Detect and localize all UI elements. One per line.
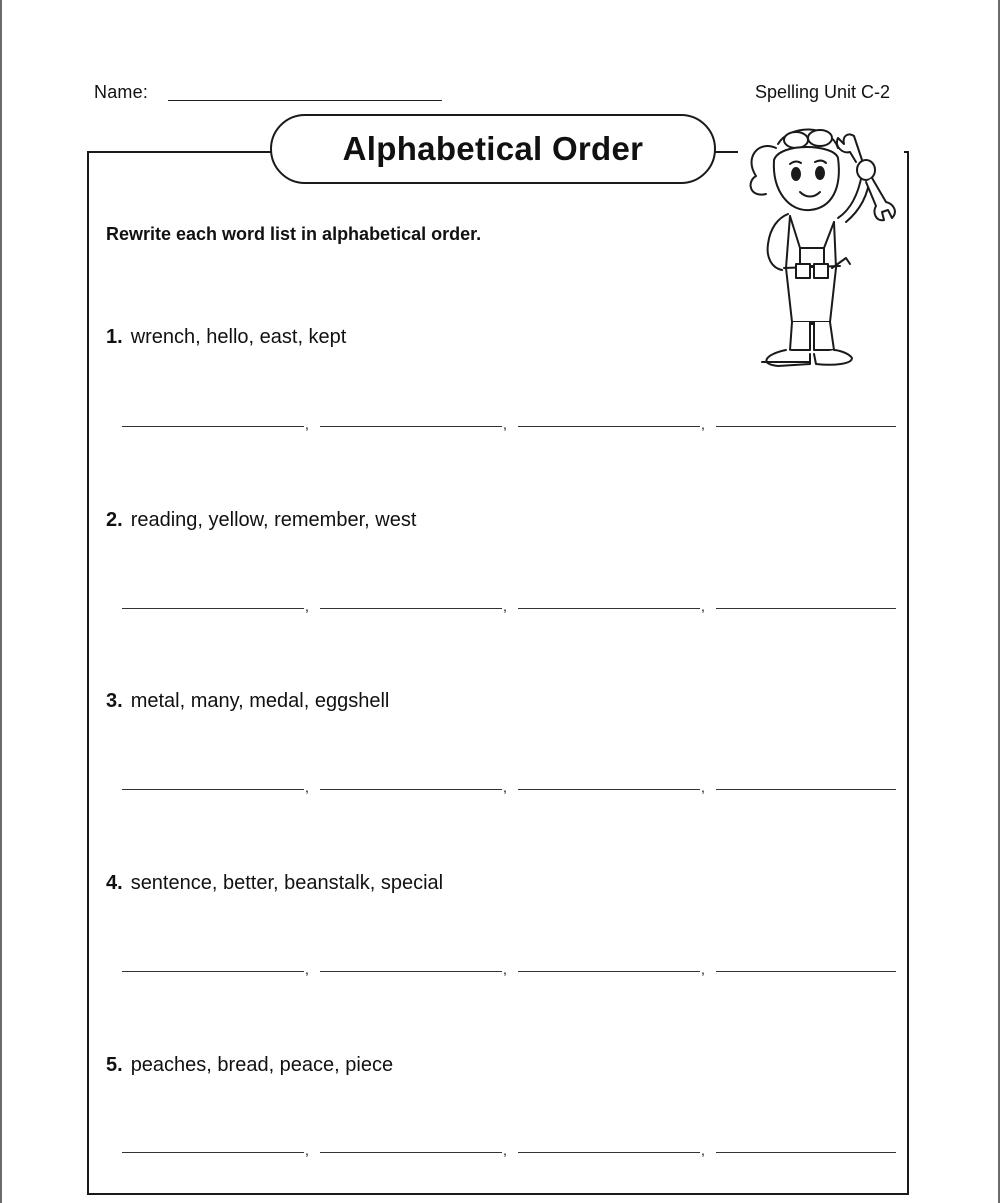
answer-row [122, 598, 896, 618]
answer-blank[interactable] [122, 961, 304, 972]
separator-comma: , [503, 598, 507, 614]
answer-blank[interactable] [716, 961, 896, 972]
answer-blank[interactable] [320, 779, 502, 790]
item-words: peaches, bread, peace, piece [130, 1054, 394, 1076]
answer-blank[interactable] [716, 779, 896, 790]
separator-comma: , [305, 1142, 309, 1158]
separator-comma: , [503, 416, 507, 432]
separator-comma: , [701, 1142, 705, 1158]
answer-row [122, 416, 896, 436]
answer-blank[interactable] [320, 961, 502, 972]
list-item [106, 690, 389, 713]
separator-comma: , [305, 598, 309, 614]
item-words: sentence, better, beanstalk, special [130, 872, 444, 894]
answer-blank[interactable] [122, 779, 304, 790]
item-words: metal, many, medal, eggshell [130, 690, 390, 712]
answer-blank[interactable] [716, 598, 896, 609]
answer-blank[interactable] [518, 779, 700, 790]
separator-comma: , [305, 779, 309, 795]
list-item [106, 509, 416, 532]
answer-blank[interactable] [122, 416, 304, 427]
instructions: Rewrite each word list in alphabetical order. [106, 224, 482, 244]
name-label: Name: [94, 82, 149, 102]
separator-comma: , [701, 416, 705, 432]
item-number: 2. [106, 509, 123, 531]
separator-comma: , [305, 416, 309, 432]
answer-blank[interactable] [122, 598, 304, 609]
list-item [106, 326, 346, 349]
answer-blank[interactable] [716, 1142, 896, 1153]
separator-comma: , [701, 779, 705, 795]
separator-comma: , [701, 598, 705, 614]
separator-comma: , [305, 961, 309, 977]
answer-blank[interactable] [518, 961, 700, 972]
separator-comma: , [503, 961, 507, 977]
list-item [106, 872, 443, 895]
item-words: reading, yellow, remember, west [130, 509, 417, 531]
answer-blank[interactable] [320, 598, 502, 609]
page-title: Alphabetical Order [342, 130, 644, 167]
answer-blank[interactable] [518, 1142, 700, 1153]
separator-comma: , [701, 961, 705, 977]
answer-blank[interactable] [716, 416, 896, 427]
item-number: 5. [106, 1054, 123, 1076]
answer-row [122, 1142, 896, 1162]
separator-comma: , [503, 779, 507, 795]
answer-blank[interactable] [518, 416, 700, 427]
answer-row [122, 961, 896, 981]
separator-comma: , [503, 1142, 507, 1158]
unit-label: Spelling Unit C-2 [754, 82, 890, 102]
answer-blank[interactable] [122, 1142, 304, 1153]
page-edge-left [0, 0, 2, 1203]
item-number: 3. [106, 690, 123, 712]
answer-blank[interactable] [320, 416, 502, 427]
item-number: 4. [106, 872, 123, 894]
name-field[interactable] [168, 100, 442, 101]
answer-blank[interactable] [518, 598, 700, 609]
answer-row [122, 779, 896, 799]
list-item [106, 1054, 393, 1077]
mechanic-girl-icon [738, 118, 904, 376]
title-banner [270, 114, 716, 184]
item-number: 1. [106, 326, 123, 348]
answer-blank[interactable] [320, 1142, 502, 1153]
item-words: wrench, hello, east, kept [130, 326, 347, 348]
